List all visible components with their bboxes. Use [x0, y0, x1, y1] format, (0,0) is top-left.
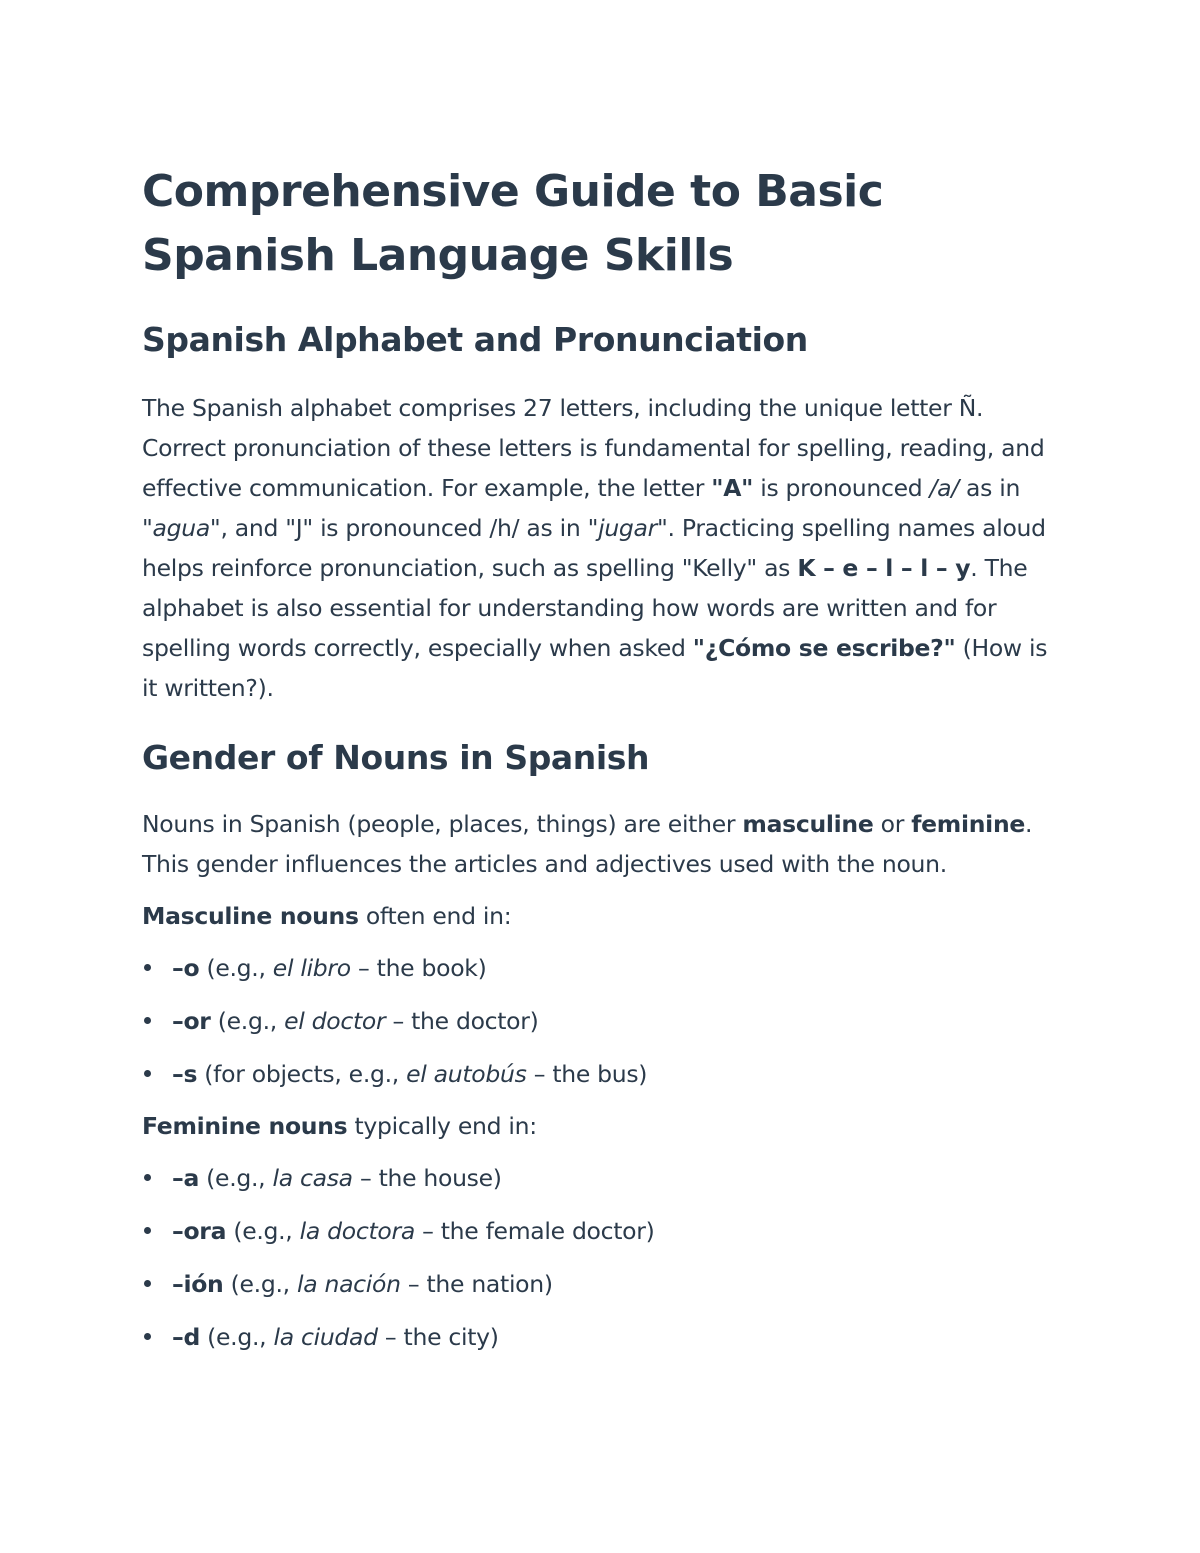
text-run: The Spanish alphabet comprises 27 letters, including the unique letter Ñ. Correct pronunciation of these letters is fundamental for spelling, reading, and effective communication. For example, the letter — [142, 394, 1045, 502]
list-item — [142, 1264, 1062, 1304]
text-run: . Practicing spelling names aloud helps reinforce pronunciation, such as spelling "Kelly" as — [142, 514, 1046, 582]
text-run: – the female doctor) — [414, 1217, 655, 1245]
bold-run: feminine — [911, 810, 1026, 838]
text-run: (e.g., — [210, 1007, 285, 1035]
text-run: – the nation) — [400, 1270, 553, 1298]
section-heading-gender: Gender of Nouns in Spanish — [142, 738, 650, 777]
text-run: Nouns in Spanish (people, places, things) are either — [142, 810, 743, 838]
bold-run: K – e – l – l – y — [797, 554, 971, 582]
alphabet-paragraph — [142, 388, 1062, 708]
list-item — [142, 948, 1062, 988]
bullet-icon — [144, 1174, 151, 1181]
text-run: or — [873, 810, 912, 838]
bullet-icon — [144, 1280, 151, 1287]
text-run: (How is it written?). — [142, 634, 1048, 702]
text-run: is pronounced — [753, 474, 930, 502]
section-heading-alphabet: Spanish Alphabet and Pronunciation — [142, 320, 808, 359]
masculine-list — [142, 948, 1062, 1094]
example: la nación — [296, 1270, 401, 1298]
text-run: (e.g., — [199, 1323, 274, 1351]
italic-run: "agua" — [142, 514, 221, 542]
text-run: (e.g., — [199, 1164, 273, 1192]
list-item — [142, 1211, 1062, 1251]
bold-run: Feminine nouns — [142, 1112, 348, 1140]
list-item — [142, 1158, 1062, 1198]
text-run: as in — [958, 474, 1021, 502]
text-run: – the bus) — [526, 1060, 648, 1088]
ending: –ora — [172, 1217, 227, 1245]
text-run: (e.g., — [226, 1217, 300, 1245]
list-item — [142, 1001, 1062, 1041]
example: la ciudad — [273, 1323, 378, 1351]
ending: –s — [172, 1060, 198, 1088]
text-run: , and "J" is pronounced /h/ as in — [220, 514, 588, 542]
text-run: . The alphabet is also essential for understanding how words are written and for spelling words correctly, especially when asked — [142, 554, 1028, 662]
list-item — [142, 1054, 1062, 1094]
ending: –a — [172, 1164, 200, 1192]
bold-run: "A" — [711, 474, 754, 502]
ending: –o — [172, 954, 200, 982]
example: el libro — [272, 954, 351, 982]
text-run: – the city) — [377, 1323, 499, 1351]
bullet-icon — [144, 1070, 151, 1077]
example: la casa — [272, 1164, 353, 1192]
italic-run: "jugar" — [587, 514, 668, 542]
bullet-icon — [144, 1227, 151, 1234]
list-item — [142, 1317, 1062, 1357]
feminine-lead — [142, 1106, 1062, 1146]
bullet-icon — [144, 1333, 151, 1340]
example: el doctor — [284, 1007, 386, 1035]
ending: –d — [172, 1323, 200, 1351]
bold-run: masculine — [742, 810, 874, 838]
bold-run: "¿Cómo se escribe?" — [692, 634, 956, 662]
document-title: Comprehensive Guide to Basic Spanish Language Skills — [142, 166, 884, 281]
text-run: (e.g., — [223, 1270, 297, 1298]
ending: –ión — [172, 1270, 224, 1298]
text-run: – the book) — [350, 954, 487, 982]
feminine-list — [142, 1158, 1062, 1357]
example: el autobús — [406, 1060, 527, 1088]
text-run: – the house) — [352, 1164, 502, 1192]
example: la doctora — [299, 1217, 415, 1245]
bold-run: Masculine nouns — [142, 902, 359, 930]
text-run: . This gender influences the articles and adjectives used with the noun. — [142, 810, 1033, 878]
text-run: (for objects, e.g., — [197, 1060, 407, 1088]
masculine-lead — [142, 896, 1062, 936]
text-run: typically end in: — [347, 1112, 537, 1140]
bullet-icon — [144, 964, 151, 971]
text-run: (e.g., — [199, 954, 273, 982]
text-run: often end in: — [358, 902, 512, 930]
text-run: – the doctor) — [385, 1007, 539, 1035]
document-page — [142, 160, 1062, 1357]
italic-run: /a/ — [929, 474, 959, 502]
ending: –or — [172, 1007, 211, 1035]
gender-intro-paragraph — [142, 804, 1062, 884]
bullet-icon — [144, 1017, 151, 1024]
